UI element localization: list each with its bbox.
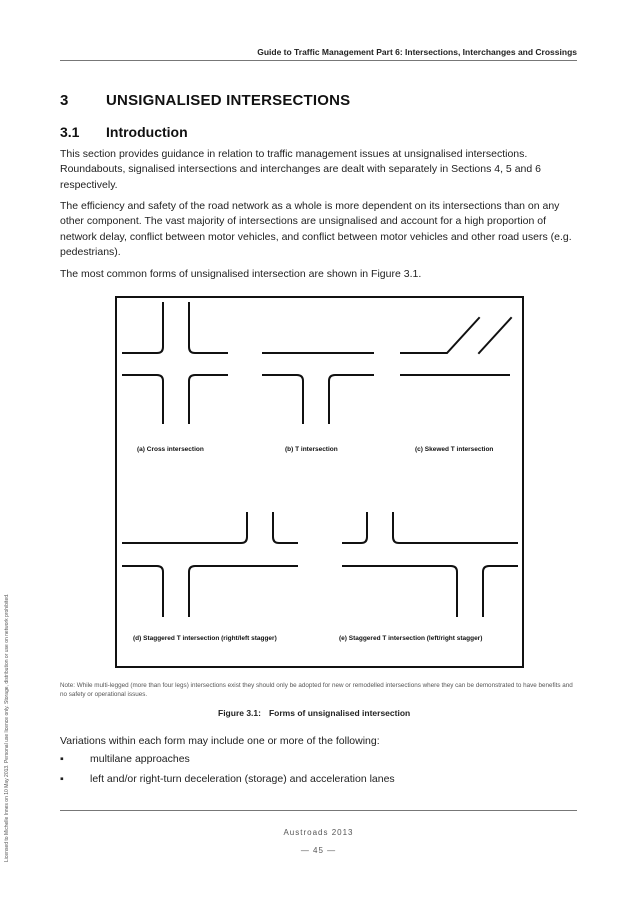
header-rule xyxy=(60,60,577,61)
bullet-icon: ▪ xyxy=(60,753,64,765)
paragraph-2: The efficiency and safety of the road network as a whole is more dependent on its intersections than on any other component. The vast majority of intersections are unsignalised and account for a high proportion of network delay, conflict between motor vehicles, and conflict between motor vehicles and other road users (e.g. pedestrians). xyxy=(60,200,572,259)
caption-d: (d) Staggered T intersection (right/left stagger) xyxy=(133,635,277,642)
chapter-heading xyxy=(60,92,350,109)
figure-title-text: Forms of unsignalised intersection xyxy=(268,708,411,718)
chapter-number: 3 xyxy=(60,92,69,109)
bullet-icon: ▪ xyxy=(60,773,64,785)
paragraph-1: This section provides guidance in relation to traffic management issues at unsignalised intersections. Roundabouts, signalised intersections and interchanges are dealt with separately in Sections 4, 5 and 6 respectively. xyxy=(60,148,541,191)
figure-title xyxy=(218,708,410,718)
chapter-title: UNSIGNALISED INTERSECTIONS xyxy=(106,92,351,109)
list-item-text: left and/or right-turn deceleration (storage) and acceleration lanes xyxy=(90,773,395,785)
figure-number: Figure 3.1: xyxy=(218,708,261,718)
list-item-text: multilane approaches xyxy=(90,753,190,765)
caption-a: (a) Cross intersection xyxy=(137,446,204,453)
list-item xyxy=(60,753,190,765)
figure-3-1 xyxy=(115,296,524,668)
staggered-t-left-right-diagram xyxy=(343,513,517,616)
section-number: 3.1 xyxy=(60,124,80,140)
t-intersection-diagram xyxy=(263,353,373,423)
footer-publisher: Austroads 2013 xyxy=(283,828,354,837)
caption-c: (c) Skewed T intersection xyxy=(415,446,494,453)
variations-intro: Variations within each form may include one or more of the following: xyxy=(60,735,380,747)
section-heading xyxy=(60,124,188,140)
caption-b: (b) T intersection xyxy=(285,446,338,453)
licence-side-note: Licensed to Michelle Innes on 10 May 2013. Personal use licence only. Storage, distribution or use on network prohibited. xyxy=(4,593,10,862)
staggered-t-right-left-diagram xyxy=(123,513,297,616)
paragraph-3: The most common forms of unsignalised intersection are shown in Figure 3.1. xyxy=(60,268,422,280)
list-item xyxy=(60,773,395,785)
page-number: — 45 — xyxy=(300,846,337,855)
caption-e: (e) Staggered T intersection (left/right stagger) xyxy=(339,635,483,642)
section-title: Introduction xyxy=(106,124,188,140)
skewed-t-intersection-diagram xyxy=(401,318,511,375)
running-header: Guide to Traffic Management Part 6: Intersections, Interchanges and Crossings xyxy=(257,47,577,57)
figure-note: Note: While multi-legged (more than four legs) intersections exist they should only be adopted for new or remodelled intersections where they can be demonstrated to have benefits and no safety or operational issues. xyxy=(60,682,573,698)
intersection-diagrams xyxy=(117,298,522,666)
cross-intersection-diagram xyxy=(123,303,227,423)
footer-rule xyxy=(60,810,577,811)
